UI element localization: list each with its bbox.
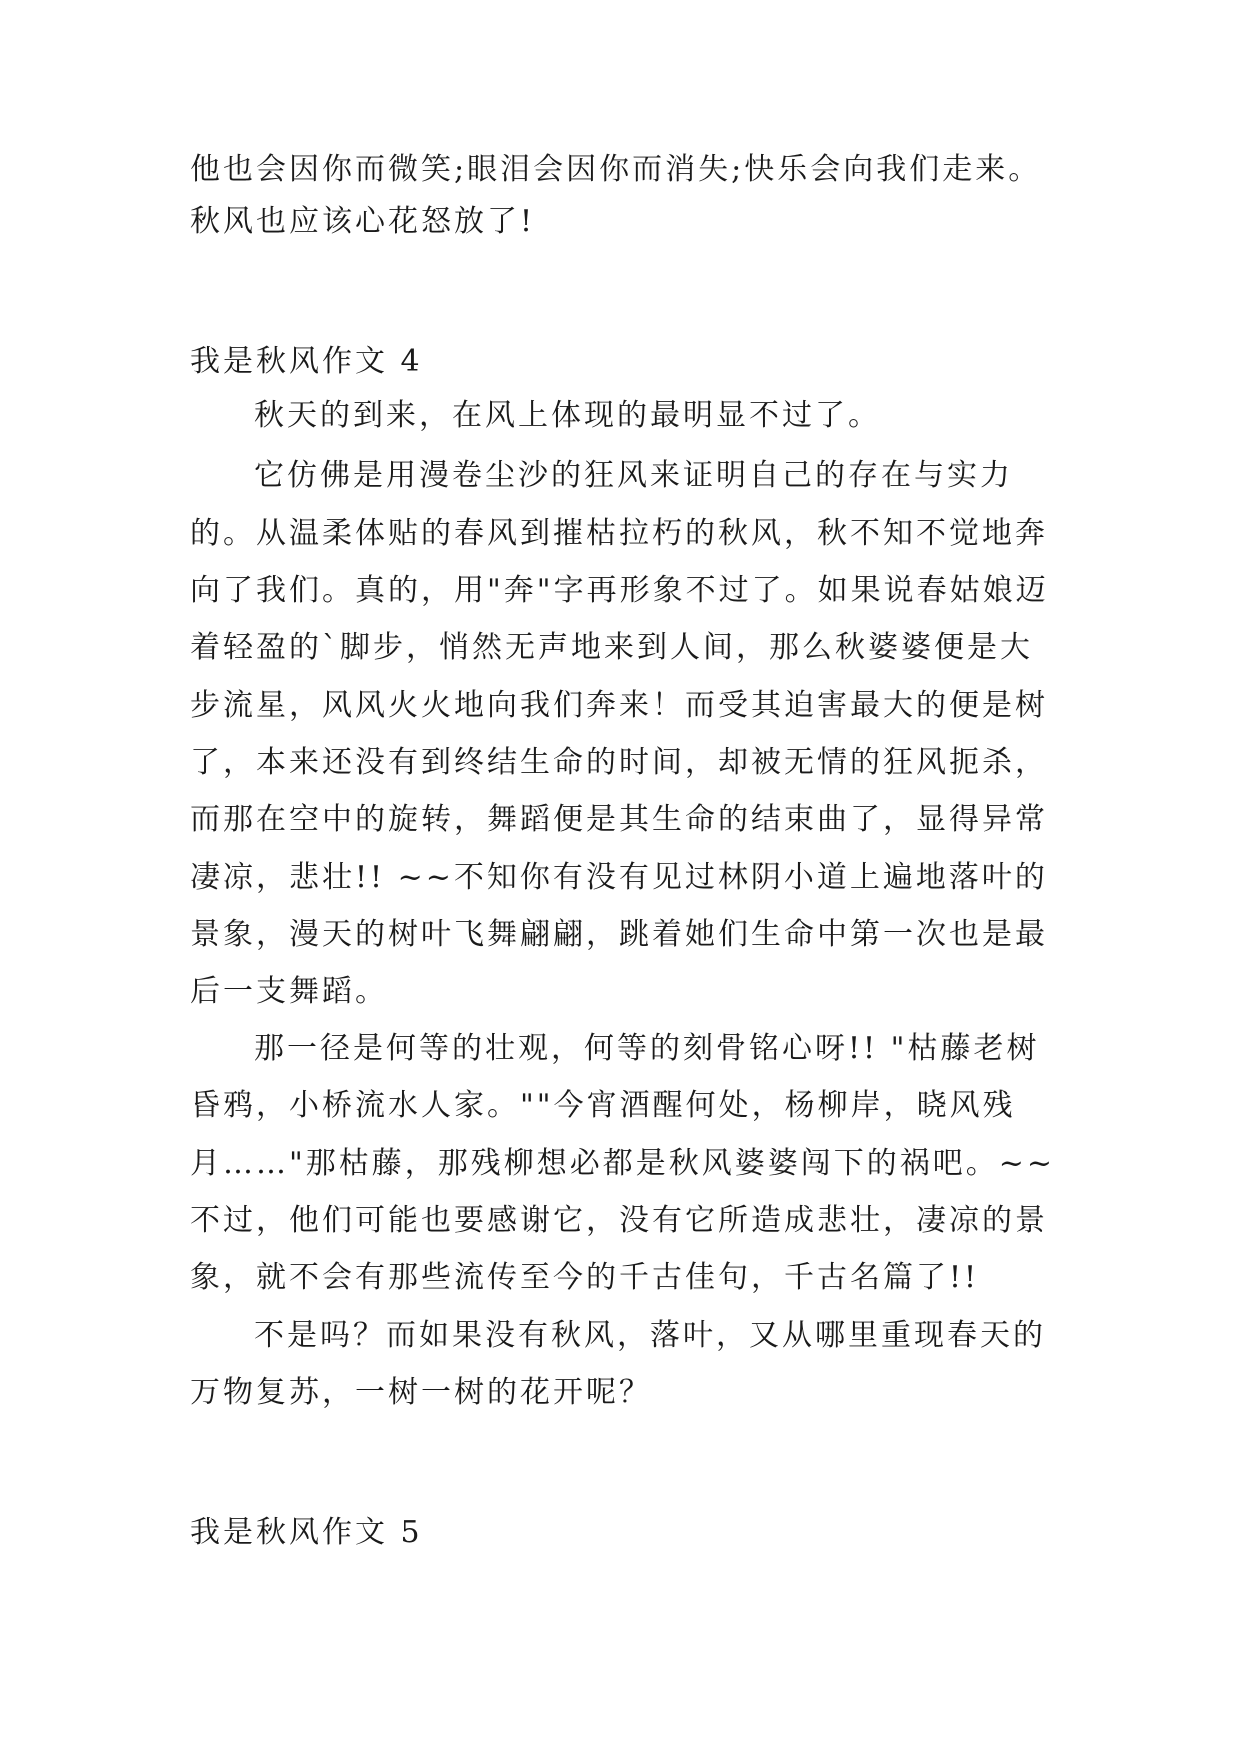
paragraph-line: 而那在空中的旋转，舞蹈便是其生命的结束曲了，显得异常 — [190, 802, 1048, 837]
paragraph-line: 凄凉，悲壮!! ~~不知你有没有见过林阴小道上遍地落叶的 — [190, 860, 1048, 895]
paragraph-line: 象，就不会有那些流传至今的千古佳句，千古名篇了!! — [190, 1260, 980, 1295]
paragraph-line: 昏鸦，小桥流水人家。""今宵酒醒何处，杨柳岸，晓风残 — [190, 1088, 1016, 1123]
paragraph-line: 那一径是何等的壮观，何等的刻骨铭心呀!! "枯藤老树 — [254, 1031, 1040, 1066]
paragraph-line: 景象，漫天的树叶飞舞翩翩，跳着她们生命中第一次也是最 — [190, 917, 1048, 952]
paragraph-line: 秋风也应该心花怒放了! — [190, 204, 536, 239]
paragraph-line: 着轻盈的`脚步，悄然无声地来到人间，那么秋婆婆便是大 — [190, 630, 1033, 665]
section-heading: 我是秋风作文 4 — [190, 344, 423, 379]
paragraph-line: 月……"那枯藤，那残柳想必都是秋风婆婆闯下的祸吧。~~ — [190, 1146, 1056, 1181]
paragraph-line: 他也会因你而微笑;眼泪会因你而消失;快乐会向我们走来。 — [190, 152, 1042, 187]
paragraph-line: 的。从温柔体贴的春风到摧枯拉朽的秋风，秋不知不觉地奔 — [190, 516, 1048, 551]
paragraph-line: 秋天的到来，在风上体现的最明显不过了。 — [254, 398, 881, 433]
section-heading: 我是秋风作文 5 — [190, 1515, 423, 1550]
paragraph-line: 步流星，风风火火地向我们奔来！而受其迫害最大的便是树 — [190, 688, 1048, 723]
paragraph-line: 向了我们。真的，用"奔"字再形象不过了。如果说春姑娘迈 — [190, 573, 1049, 608]
paragraph-line: 它仿佛是用漫卷尘沙的狂风来证明自己的存在与实力 — [254, 458, 1013, 493]
paragraph-line: 后一支舞蹈。 — [190, 974, 388, 1009]
paragraph-line: 不过，他们可能也要感谢它，没有它所造成悲壮，凄凉的景 — [190, 1203, 1048, 1238]
paragraph-line: 不是吗？而如果没有秋风，落叶，又从哪里重现春天的 — [254, 1318, 1046, 1353]
paragraph-line: 万物复苏，一树一树的花开呢？ — [190, 1375, 652, 1410]
paragraph-line: 了，本来还没有到终结生命的时间，却被无情的狂风扼杀， — [190, 745, 1048, 780]
